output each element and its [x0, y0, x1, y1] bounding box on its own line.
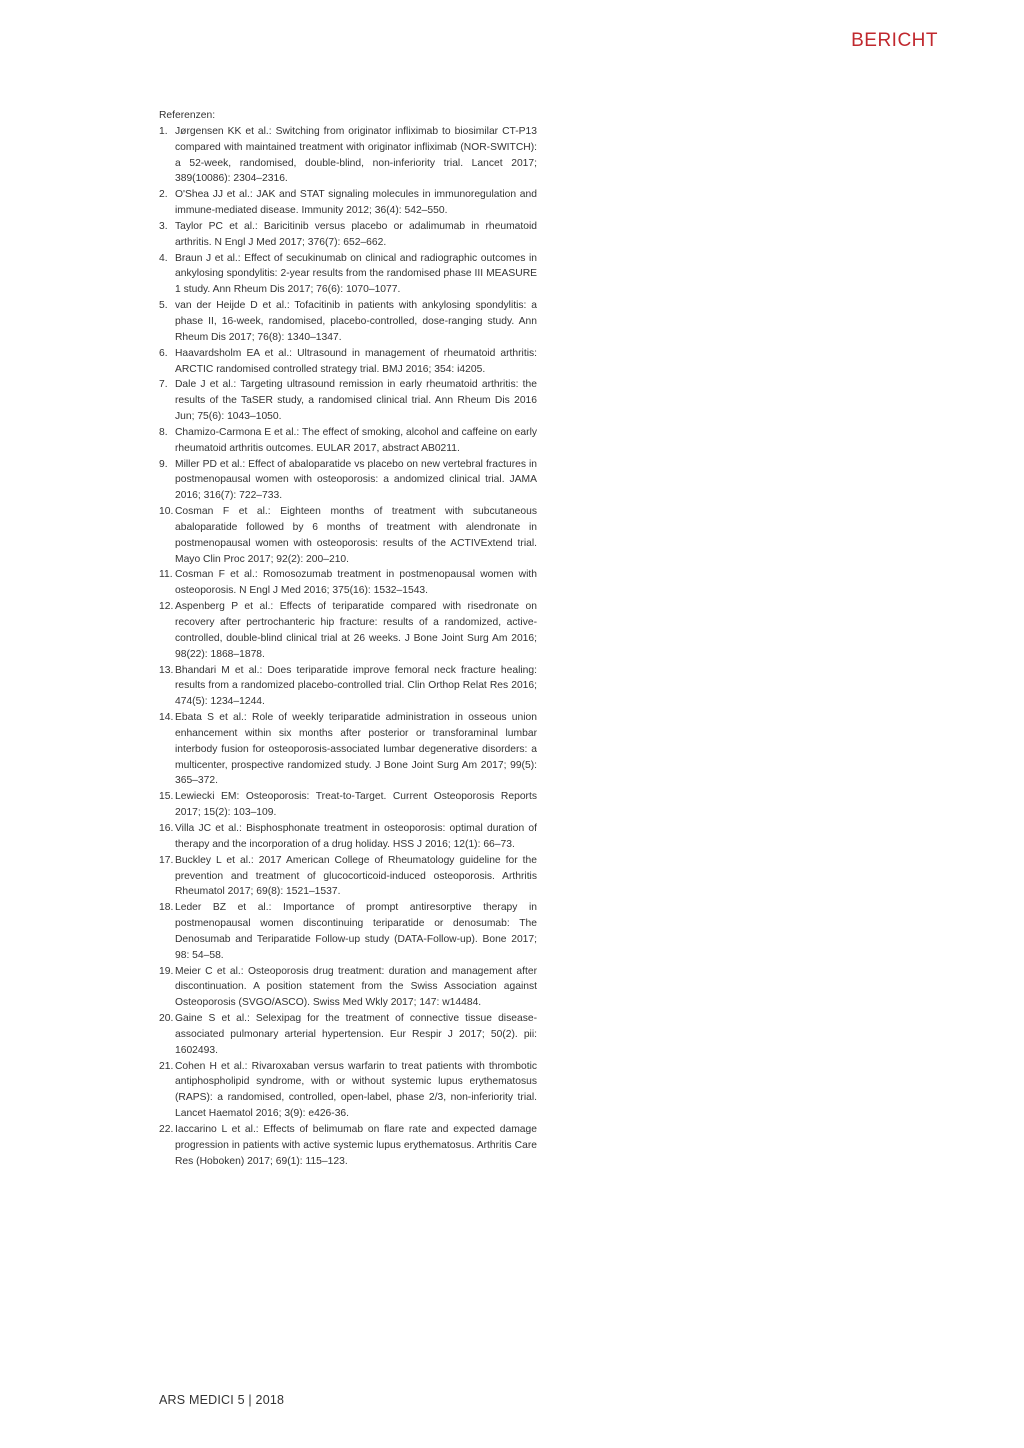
reference-number: 15.	[159, 791, 174, 803]
reference-number: 16.	[159, 822, 174, 834]
footer-publication: ARS MEDICI 5 | 2018	[159, 1393, 285, 1407]
reference-number: 13.	[159, 664, 174, 676]
reference-number: 17.	[159, 854, 174, 866]
reference-item	[159, 187, 537, 219]
reference-item	[159, 710, 537, 789]
reference-item	[159, 900, 537, 963]
reference-text: Miller PD et al.: Effect of abaloparatide vs placebo on new vertebral fractures in postmenopausal women with osteoporosis: a andomized clinical trial. JAMA 2016; 316(7): 722–733.	[175, 458, 537, 502]
reference-number: 9.	[159, 458, 168, 470]
reference-item	[159, 1122, 537, 1170]
reference-number: 2.	[159, 189, 168, 201]
reference-text: Taylor PC et al.: Baricitinib versus placebo or adalimumab in rheumatoid arthritis. N Engl J Med 2017; 376(7): 652–662.	[175, 220, 537, 248]
reference-number: 10.	[159, 506, 174, 518]
reference-text: Bhandari M et al.: Does teriparatide improve femoral neck fracture healing: results from a randomized placebo-controlled trial. Clin Orthop Relat Res 2016; 474(5): 1234–1244.	[175, 664, 537, 708]
reference-item	[159, 298, 537, 346]
reference-text: Dale J et al.: Targeting ultrasound remission in early rheumatoid arthritis: the results of the TaSER study, a randomised clinical trial. Ann Rheum Dis 2016 Jun; 75(6): 1043–1050.	[175, 379, 537, 423]
reference-number: 14.	[159, 712, 174, 724]
reference-item	[159, 599, 537, 662]
reference-item	[159, 346, 537, 378]
reference-number: 22.	[159, 1124, 174, 1135]
reference-text: Cohen H et al.: Rivaroxaban versus warfarin to treat patients with thrombotic antiphospholipid syndrome, with or without systemic lupus erythematosus (RAPS): a randomised, controlled, open-label, phase 2/3, non-inferiority trial. Lancet Haematol 2016; 3(9): e426-36.	[175, 1060, 537, 1120]
reference-text: Braun J et al.: Effect of secukinumab on clinical and radiographic outcomes in ankylosing spondylitis: 2-year results from the randomised phase III MEASURE 1 study. Ann Rheum Dis 2017; 76(6): 1070–1077.	[175, 252, 537, 296]
reference-item	[159, 821, 537, 853]
reference-text: van der Heijde D et al.: Tofacitinib in patients with ankylosing spondylitis: a phase II, 16-week, randomised, placebo-controlled, dose-ranging study. Ann Rheum Dis 2017; 76(8): 1340–1347.	[175, 300, 537, 343]
reference-item	[159, 1011, 537, 1059]
reference-text: Cosman F et al.: Romosozumab treatment in postmenopausal women with osteoporosis. N Engl J Med 2016; 375(16): 1532–1543.	[175, 569, 537, 597]
reference-number: 6.	[159, 347, 168, 359]
reference-number: 7.	[159, 379, 168, 391]
reference-number: 21.	[159, 1060, 174, 1072]
references-list	[159, 124, 537, 1170]
reference-text: Jørgensen KK et al.: Switching from originator infliximab to biosimilar CT-P13 compared with maintained treatment with originator infliximab (NOR-SWITCH): a 52-week, randomised, double-blind, non-inferiority trial. Lancet 2017; 389(10086): 2304–2316.	[175, 125, 537, 185]
reference-item	[159, 789, 537, 821]
reference-item	[159, 124, 537, 187]
reference-item	[159, 377, 537, 425]
reference-number: 8.	[159, 426, 168, 438]
reference-item	[159, 663, 537, 711]
reference-item	[159, 1059, 537, 1122]
reference-number: 1.	[159, 125, 168, 137]
reference-item	[159, 457, 537, 505]
reference-number: 11.	[159, 569, 173, 581]
reference-number: 19.	[159, 965, 174, 977]
reference-text: Buckley L et al.: 2017 American College of Rheumatology guideline for the prevention and treatment of glucocorticoid-induced osteoporosis. Arthritis Rheumatol 2017; 69(8): 1521–1537.	[175, 854, 537, 898]
reference-item	[159, 567, 537, 599]
reference-text: Cosman F et al.: Eighteen months of treatment with subcutaneous abaloparatide followed by 6 months of treatment with alendronate in postmenopausal women with osteoporosis: results of the ACTIVExtend trial. Mayo Clin Proc 2017; 92(2): 200–210.	[175, 506, 537, 565]
reference-item	[159, 425, 537, 457]
reference-text: Aspenberg P et al.: Effects of teriparatide compared with risedronate on recovery after pertrochanteric hip fracture: results of a randomized, active-controlled, double-blind clinical trial at 26 weeks. J Bone Joint Surg Am 2016; 98(22): 1868–1878.	[175, 601, 537, 660]
references-section	[159, 108, 537, 1170]
reference-text: Villa JC et al.: Bisphosphonate treatment in osteoporosis: optimal duration of therapy and the incorporation of a drug holiday. HSS J 2016; 12(1): 66–73.	[175, 822, 537, 850]
reference-item	[159, 504, 537, 567]
reference-text: Iaccarino L et al.: Effects of belimumab on flare rate and expected damage progression in patients with active systemic lupus erythematosus. Arthritis Care Res (Hoboken) 2017; 69(1): 115–123.	[175, 1124, 537, 1167]
reference-text: Chamizo-Carmona E et al.: The effect of smoking, alcohol and caffeine on early rheumatoid arthritis outcomes. EULAR 2017, abstract AB0211.	[175, 426, 537, 454]
reference-text: Leder BZ et al.: Importance of prompt antiresorptive therapy in postmenopausal women discontinuing teriparatide or denosumab: The Denosumab and Teriparatide Follow-up study (DATA-Follow-up). Bone 2017; 98: 54–58.	[175, 902, 537, 961]
reference-text: O'Shea JJ et al.: JAK and STAT signaling molecules in immunoregulation and immune-mediated disease. Immunity 2012; 36(4): 542–550.	[175, 189, 537, 217]
reference-number: 5.	[159, 300, 168, 312]
reference-text: Gaine S et al.: Selexipag for the treatment of connective tissue disease-associated pulmonary arterial hypertension. Eur Respir J 2017; 50(2). pii: 1602493.	[175, 1013, 537, 1056]
reference-item	[159, 219, 537, 251]
reference-text: Haavardsholm EA et al.: Ultrasound in management of rheumatoid arthritis: ARCTIC randomised controlled strategy trial. BMJ 2016; 354: i4205.	[175, 347, 537, 375]
reference-text: Meier C et al.: Osteoporosis drug treatment: duration and management after discontinuation. A position statement from the Swiss Association against Osteoporosis (SVGO/ASCO). Swiss Med Wkly 2017; 147: w14484.	[175, 965, 537, 1009]
section-label: BERICHT	[851, 30, 938, 51]
references-heading: Referenzen:	[159, 110, 216, 121]
reference-number: 20.	[159, 1013, 174, 1025]
reference-item	[159, 251, 537, 299]
reference-number: 12.	[159, 601, 174, 613]
reference-item	[159, 853, 537, 901]
reference-number: 4.	[159, 252, 168, 264]
reference-number: 18.	[159, 902, 174, 914]
reference-text: Lewiecki EM: Osteoporosis: Treat-to-Target. Current Osteoporosis Reports 2017; 15(2): 103–109.	[175, 791, 537, 819]
reference-number: 3.	[159, 220, 168, 232]
reference-item	[159, 964, 537, 1012]
reference-text: Ebata S et al.: Role of weekly teriparatide administration in osseous union enhancement within six months after posterior or transforaminal lumbar interbody fusion for osteoporosis-associated lumbar degenerative disorders: a multicenter, prospective randomized study. J Bone Joint Surg Am 2017; 99(5): 365–372.	[175, 712, 537, 787]
